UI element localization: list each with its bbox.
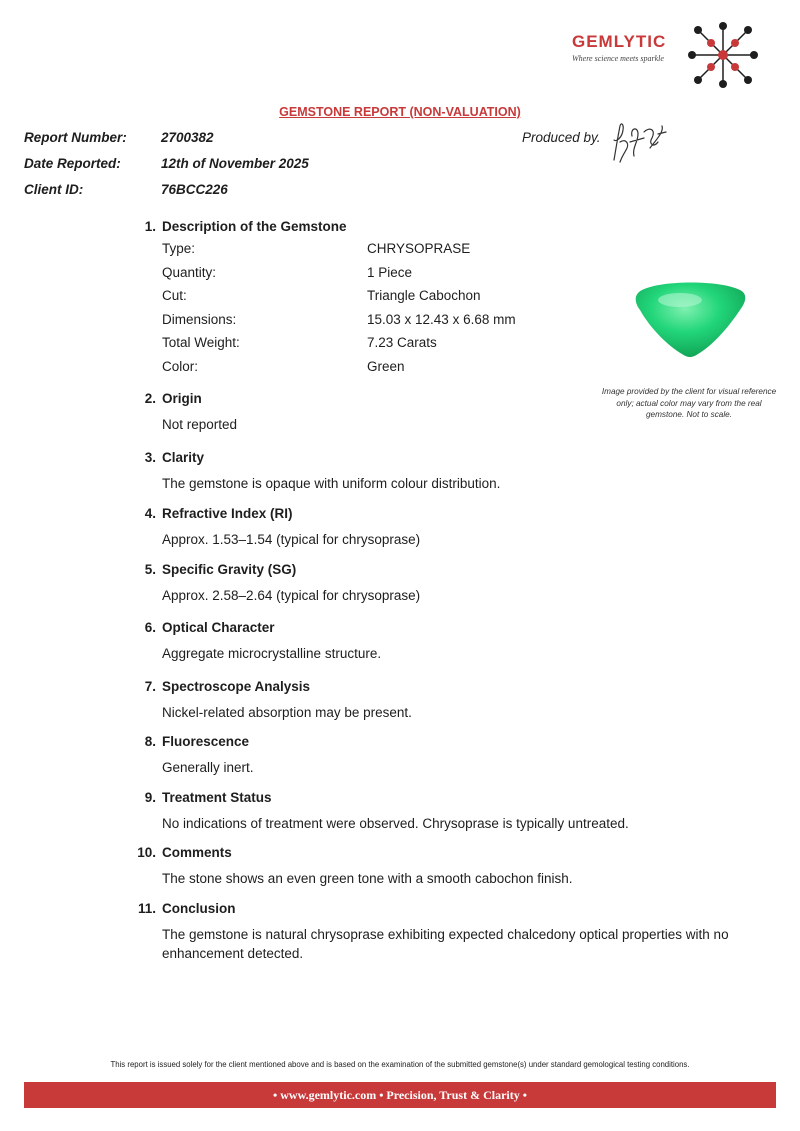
section-body: Generally inert. <box>162 760 254 775</box>
section-title: Conclusion <box>162 901 236 916</box>
row-label: Cut: <box>162 288 187 303</box>
section-title: Origin <box>162 391 202 406</box>
section-title: Clarity <box>162 450 205 465</box>
section-conclusion <box>130 901 770 963</box>
section-title: Comments <box>162 845 232 860</box>
section-title: Specific Gravity (SG) <box>162 562 297 577</box>
row-value: 15.03 x 12.43 x 6.68 mm <box>367 311 516 327</box>
section-body: Nickel-related absorption may be present. <box>162 705 412 720</box>
section-body: The stone shows an even green tone with a smooth cabochon finish. <box>162 871 573 886</box>
description-row-color <box>162 359 770 383</box>
section-title: Fluorescence <box>162 734 250 749</box>
report-number-label: Report Number: <box>24 130 127 145</box>
section-optical-character <box>130 620 770 663</box>
section-body: Not reported <box>162 417 238 432</box>
section-body: Approx. 1.53–1.54 (typical for chrysoprase) <box>162 532 421 547</box>
row-label: Dimensions: <box>162 311 237 327</box>
section-body: The gemstone is opaque with uniform colour distribution. <box>162 476 501 491</box>
section-title: Optical Character <box>162 620 275 635</box>
section-refractive-index <box>130 506 770 549</box>
section-body: No indications of treatment were observed. Chrysoprase is typically untreated. <box>162 816 629 831</box>
brand-name: GEMLYTIC <box>572 32 667 51</box>
section-body: The gemstone is natural chrysoprase exhibiting expected chalcedony optical properties with no enhancement detected. <box>162 927 729 961</box>
row-value: Green <box>367 358 405 374</box>
section-title: Treatment Status <box>162 790 272 805</box>
report-title: GEMSTONE REPORT (NON-VALUATION) <box>279 105 521 119</box>
section-number: 11. <box>137 901 156 916</box>
brand-logo <box>568 18 778 90</box>
row-label: Type: <box>162 241 196 256</box>
row-value: Triangle Cabochon <box>367 288 481 303</box>
client-id-label: Client ID: <box>24 182 84 197</box>
date-reported-label: Date Reported: <box>24 156 121 171</box>
gemstone-image <box>632 276 750 358</box>
section-number: 9. <box>144 790 156 805</box>
row-value: 1 Piece <box>367 264 413 280</box>
section-number: 8. <box>144 734 156 749</box>
section-comments <box>130 845 770 888</box>
row-value: CHRYSOPRASE <box>367 241 471 256</box>
section-number: 6. <box>144 620 156 635</box>
description-row-type <box>162 241 770 265</box>
section-spectroscope <box>130 679 770 722</box>
section-number: 1. <box>144 219 156 234</box>
section-title: Description of the Gemstone <box>162 219 347 234</box>
section-body: Aggregate microcrystalline structure. <box>162 646 382 661</box>
section-specific-gravity <box>130 562 770 605</box>
section-number: 7. <box>144 679 156 694</box>
section-number: 4. <box>144 506 156 521</box>
section-number: 5. <box>144 562 156 577</box>
row-label: Quantity: <box>162 264 217 280</box>
section-number: 2. <box>144 391 156 406</box>
section-number: 3. <box>144 450 156 465</box>
row-label: Color: <box>162 358 199 374</box>
signature-image <box>606 118 670 168</box>
image-caption: Image provided by the client for visual reference only; actual color may vary from the real gemstone. Not to scale. <box>601 387 777 419</box>
section-treatment-status <box>130 790 770 833</box>
produced-by-label: Produced by. <box>522 130 601 145</box>
section-clarity <box>130 450 770 493</box>
row-label: Total Weight: <box>162 335 240 350</box>
section-origin <box>130 391 770 434</box>
section-number: 10. <box>137 845 156 860</box>
brand-tagline: Where science meets sparkle <box>572 54 664 63</box>
row-value: 7.23 Carats <box>367 335 437 350</box>
section-title: Refractive Index (RI) <box>162 506 293 521</box>
section-body: Approx. 2.58–2.64 (typical for chrysoprase) <box>162 588 421 603</box>
molecule-logo-icon <box>686 20 760 90</box>
section-title: Spectroscope Analysis <box>162 679 311 694</box>
report-number-value: 2700382 <box>161 130 214 145</box>
footer-disclaimer: This report is issued solely for the client mentioned above and is based on the examination of the submitted gemstone(s) under standard gemological testing conditions. <box>110 1060 690 1069</box>
footer-bar: • www.gemlytic.com • Precision, Trust & Clarity • <box>24 1082 776 1108</box>
date-reported-value: 12th of November 2025 <box>161 156 309 171</box>
client-id-value: 76BCC226 <box>161 182 228 197</box>
section-fluorescence <box>130 734 770 777</box>
